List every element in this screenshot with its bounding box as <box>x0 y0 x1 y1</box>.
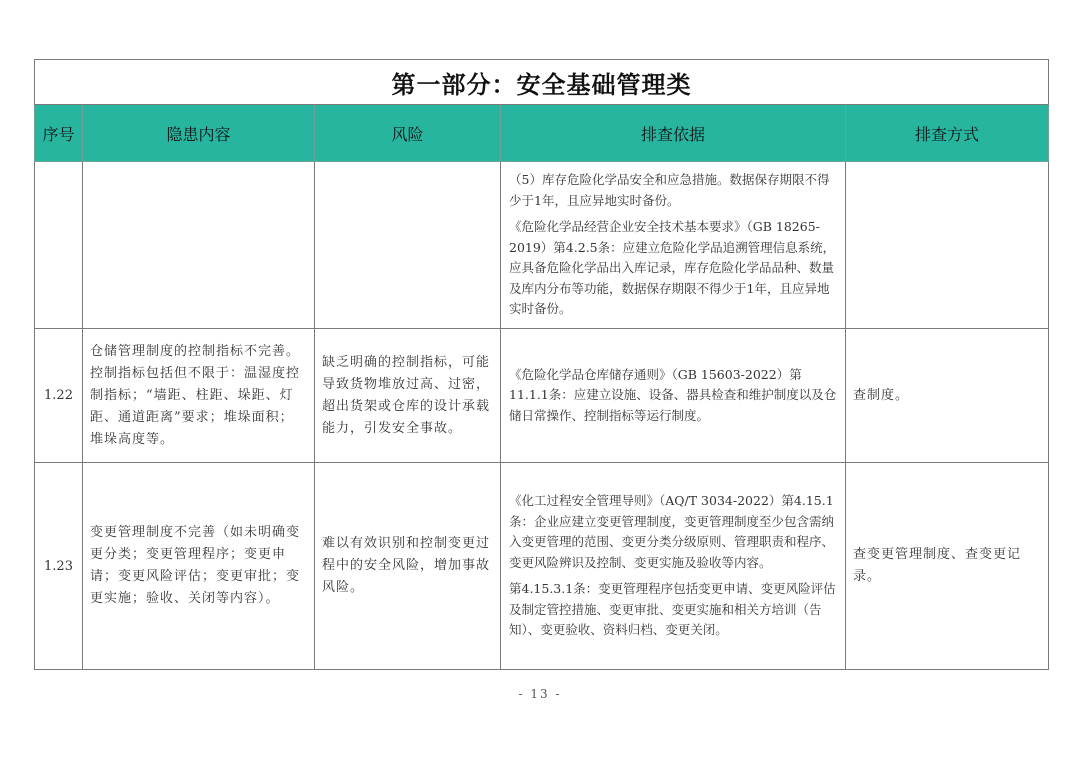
header-method: 排查方式 <box>846 105 1049 162</box>
row-method: 查变更管理制度、查变更记录。 <box>846 463 1049 670</box>
header-hazard: 隐患内容 <box>83 105 315 162</box>
row-risk: 缺乏明确的控制指标，可能导致货物堆放过高、过密，超出货架或仓库的设计承载能力，引发安全事故。 <box>315 329 501 463</box>
table-title: 第一部分：安全基础管理类 <box>35 60 1049 105</box>
row-basis <box>501 162 846 329</box>
row-hazard <box>83 162 315 329</box>
row-risk: 难以有效识别和控制变更过程中的安全风险，增加事故风险。 <box>315 463 501 670</box>
row-method <box>846 162 1049 329</box>
row-basis <box>501 463 846 670</box>
row-hazard: 变更管理制度不完善（如未明确变更分类；变更管理程序；变更申请；变更风险评估；变更审批；变更实施；验收、关闭等内容）。 <box>83 463 315 670</box>
basis-paragraph: 第4.15.3.1条：变更管理程序包括变更申请、变更风险评估及制定管控措施、变更审批、变更实施和相关方培训（告知）、变更验收、资料归档、变更关闭。 <box>509 581 836 638</box>
header-basis: 排查依据 <box>501 105 846 162</box>
row-hazard: 仓储管理制度的控制指标不完善。控制指标包括但不限于：温湿度控制指标；“墙距、柱距、垛距、灯距、通道距离”要求；堆垛面积；堆垛高度等。 <box>83 329 315 463</box>
basis-paragraph: 《危险化学品仓库储存通则》（GB 15603-2022）第11.1.1条：应建立设施、设备、器具检查和维护制度以及仓储日常操作、控制指标等运行制度。 <box>509 366 837 423</box>
header-no: 序号 <box>35 105 83 162</box>
hazard-table <box>34 59 1049 670</box>
row-risk <box>315 162 501 329</box>
row-method: 查制度。 <box>846 329 1049 463</box>
basis-paragraph: （5）库存危险化学品安全和应急措施。数据保存期限不得少于1年，且应异地实时备份。 <box>509 172 830 208</box>
row-basis <box>501 329 846 463</box>
table-row <box>35 329 1049 463</box>
row-no <box>35 162 83 329</box>
basis-paragraph: 《危险化学品经营企业安全技术基本要求》（GB 18265-2019）第4.2.5条：应建立危险化学品追溯管理信息系统，应具备危险化学品出入库记录，库存危险化学品品种、数量及库内分布等功能，数据保存期限不得少于1年，且应异地实时备份。 <box>509 219 836 317</box>
page-number: - 13 - <box>518 687 562 701</box>
document-sheet <box>34 59 1048 670</box>
header-risk: 风险 <box>315 105 501 162</box>
table-row <box>35 162 1049 329</box>
table-header-row <box>35 105 1049 162</box>
basis-paragraph: 《化工过程安全管理导则》（AQ/T 3034-2022）第4.15.1条：企业应建立变更管理制度，变更管理制度至少包含需纳入变更管理的范围、变更分类分级原则、管理职责和程序、变更风险辨识及控制、变更实施及验收等内容。 <box>509 493 835 570</box>
table-row <box>35 463 1049 670</box>
row-no: 1.22 <box>35 329 83 463</box>
row-no: 1.23 <box>35 463 83 670</box>
